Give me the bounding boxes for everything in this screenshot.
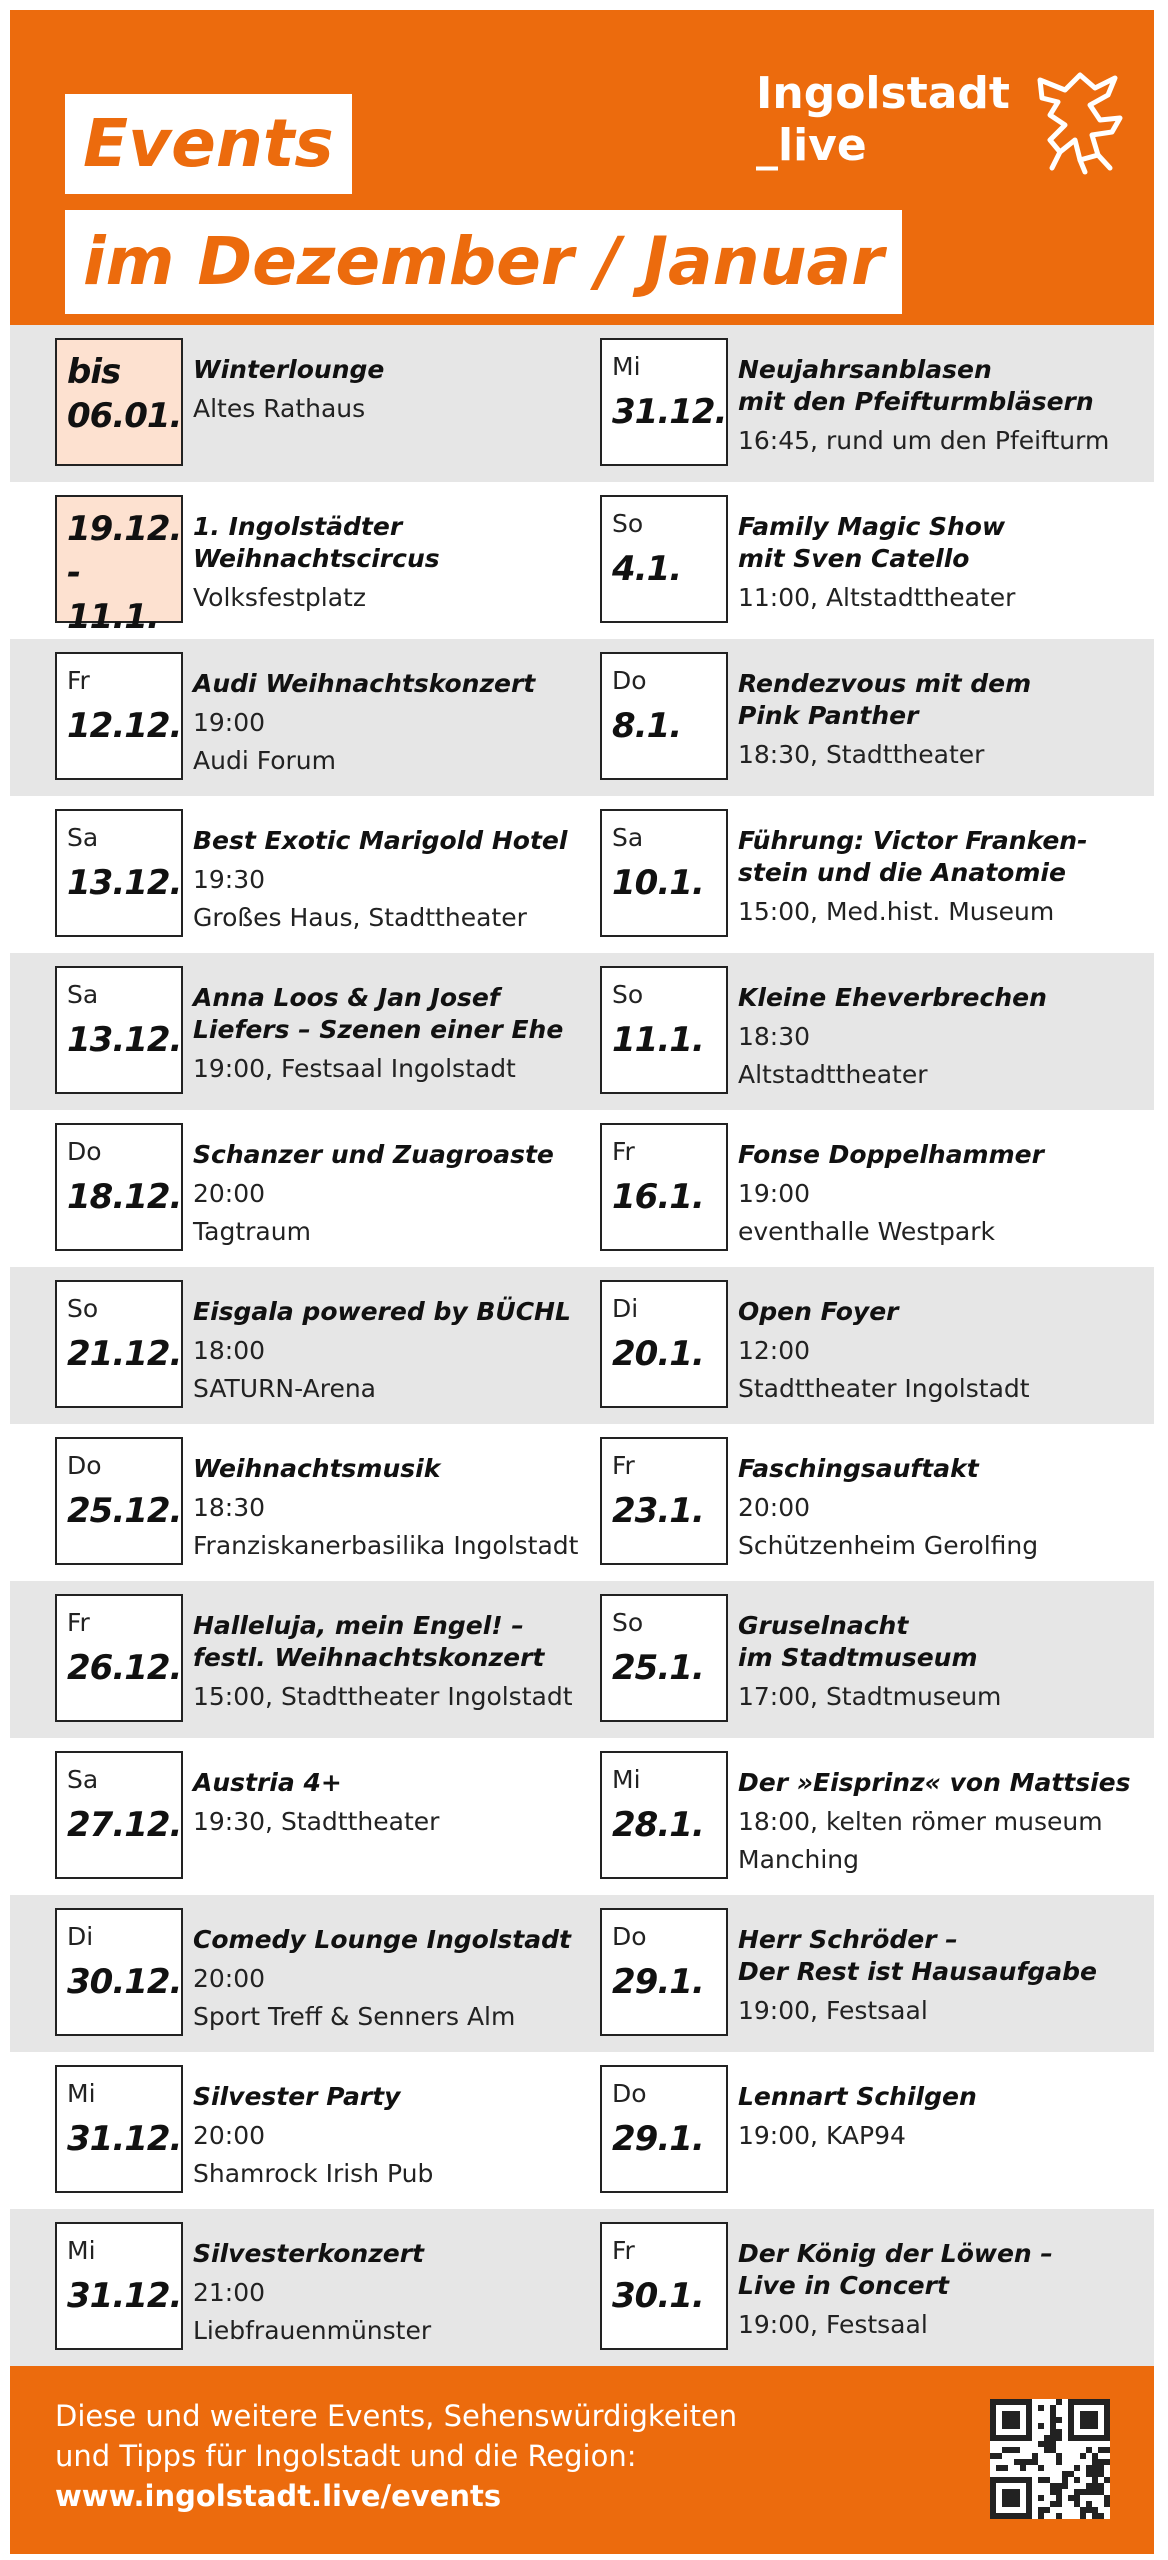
event-title: Rendezvous mit dem Pink Panther xyxy=(738,669,1032,730)
event-details: 20:00 Sport Treff & Senners Alm xyxy=(193,1964,516,2031)
qr-module xyxy=(1098,2447,1104,2453)
footer-line-2: und Tipps für Ingolstadt und die Region: xyxy=(55,2439,637,2473)
qr-module xyxy=(1080,2489,1086,2495)
event-date: 30.1. xyxy=(612,2276,704,2316)
event-date: 16.1. xyxy=(612,1177,704,1217)
event-date: 31.12. xyxy=(67,2119,182,2159)
event-date: 13.12. xyxy=(67,1020,182,1060)
event-item xyxy=(55,809,595,941)
event-weekday: So xyxy=(612,1608,644,1637)
event-title: Halleluja, mein Engel! – festl. Weihnachtskonzert xyxy=(193,1611,545,1672)
event-details: 18:30 Altstadttheater xyxy=(738,1022,928,1089)
event-title: Herr Schröder – Der Rest ist Hausaufgabe xyxy=(738,1925,1097,1986)
qr-module xyxy=(1062,2483,1068,2489)
event-weekday: Do xyxy=(612,1922,647,1951)
event-row xyxy=(10,2052,1154,2209)
event-row xyxy=(10,1738,1154,1895)
event-weekday: Do xyxy=(612,2079,647,2108)
qr-module xyxy=(1038,2513,1044,2519)
event-item xyxy=(600,809,1140,941)
event-date-range: bis 06.01. xyxy=(67,352,182,436)
event-details: 18:00 SATURN-Arena xyxy=(193,1336,376,1403)
date-box xyxy=(600,1751,728,1879)
event-details: 15:00, Stadttheater Ingolstadt xyxy=(193,1682,573,1711)
qr-module xyxy=(1068,2471,1074,2477)
qr-module xyxy=(1098,2489,1104,2495)
qr-module xyxy=(1080,2411,1098,2429)
event-title: Family Magic Show mit Sven Catello xyxy=(738,512,1006,573)
qr-module xyxy=(1086,2483,1092,2489)
event-row xyxy=(10,953,1154,1110)
brand-logo-text xyxy=(756,68,1010,172)
qr-module xyxy=(1098,2513,1104,2519)
event-date: 30.12. xyxy=(67,1962,182,2002)
qr-module xyxy=(1038,2405,1044,2411)
event-info xyxy=(193,1139,593,1251)
event-title: Comedy Lounge Ingolstadt xyxy=(193,1925,571,1954)
event-details: 18:30, Stadttheater xyxy=(738,740,985,769)
event-item xyxy=(600,338,1140,470)
qr-module xyxy=(996,2465,1002,2471)
date-box xyxy=(600,966,728,1094)
event-row xyxy=(10,1581,1154,1738)
qr-module xyxy=(1086,2501,1092,2507)
event-item xyxy=(55,495,595,637)
event-item xyxy=(55,1908,595,2040)
qr-module xyxy=(1104,2495,1110,2501)
qr-module xyxy=(1002,2465,1008,2471)
qr-module xyxy=(1092,2507,1098,2513)
qr-module xyxy=(1056,2513,1062,2519)
date-box xyxy=(600,1908,728,2036)
date-box xyxy=(55,1123,183,1251)
qr-module xyxy=(1050,2489,1056,2495)
event-weekday: Do xyxy=(612,666,647,695)
event-weekday: Sa xyxy=(612,823,644,852)
event-row xyxy=(10,325,1154,482)
event-date: 28.1. xyxy=(612,1805,704,1845)
event-date: 27.12. xyxy=(67,1805,182,1845)
event-title: Austria 4+ xyxy=(193,1768,342,1797)
event-date-range: 19.12. - 11.1. xyxy=(67,509,182,637)
qr-module xyxy=(1032,2453,1038,2459)
event-date: 11.1. xyxy=(612,1020,704,1060)
qr-module xyxy=(1038,2423,1044,2429)
event-title: Silvesterkonzert xyxy=(193,2239,425,2268)
event-item xyxy=(55,2065,595,2197)
event-info xyxy=(738,1924,1138,2030)
qr-module xyxy=(1074,2465,1080,2471)
date-box xyxy=(600,1594,728,1722)
event-details: 20:00 Schützenheim Gerolfing xyxy=(738,1493,1039,1560)
event-weekday: So xyxy=(612,509,644,538)
event-weekday: Do xyxy=(67,1137,102,1166)
event-details: 11:00, Altstadttheater xyxy=(738,583,1016,612)
event-item xyxy=(55,1280,595,1412)
date-box xyxy=(600,1123,728,1251)
qr-module xyxy=(1026,2459,1032,2465)
qr-module xyxy=(1056,2501,1062,2507)
event-weekday: Mi xyxy=(67,2236,96,2265)
date-box xyxy=(55,809,183,937)
event-row xyxy=(10,1424,1154,1581)
event-info xyxy=(738,1453,1138,1565)
panther-icon xyxy=(1020,60,1140,180)
event-item xyxy=(600,652,1140,784)
event-info xyxy=(738,354,1138,460)
date-box xyxy=(600,1280,728,1408)
qr-module xyxy=(1050,2435,1056,2441)
event-info xyxy=(738,1610,1138,1716)
event-row xyxy=(10,482,1154,639)
qr-module xyxy=(1092,2465,1098,2471)
qr-module xyxy=(1002,2447,1008,2453)
event-item xyxy=(600,1594,1140,1726)
event-item xyxy=(55,1437,595,1569)
qr-module xyxy=(1092,2477,1098,2483)
qr-module xyxy=(1044,2447,1050,2453)
event-item xyxy=(55,966,595,1098)
event-details: Volksfestplatz xyxy=(193,583,366,612)
qr-module xyxy=(1020,2465,1026,2471)
event-date: 25.12. xyxy=(67,1491,182,1531)
qr-module xyxy=(1044,2441,1050,2447)
qr-code-icon xyxy=(990,2399,1110,2519)
event-info xyxy=(738,1767,1138,1879)
date-box xyxy=(55,2065,183,2193)
qr-module xyxy=(1050,2501,1056,2507)
event-info xyxy=(193,2238,593,2350)
event-details: 18:30 Franziskanerbasilika Ingolstadt xyxy=(193,1493,579,1560)
date-box xyxy=(55,652,183,780)
event-date: 13.12. xyxy=(67,863,182,903)
event-title: Winterlounge xyxy=(193,355,385,384)
qr-module xyxy=(1032,2459,1038,2465)
qr-module xyxy=(1086,2507,1092,2513)
event-date: 29.1. xyxy=(612,1962,704,2002)
qr-module xyxy=(1050,2429,1056,2435)
event-details: 19:30 Großes Haus, Stadttheater xyxy=(193,865,527,932)
qr-module xyxy=(1044,2477,1050,2483)
qr-module xyxy=(1080,2453,1086,2459)
event-info xyxy=(738,668,1138,774)
qr-module xyxy=(1104,2477,1110,2483)
event-date: 12.12. xyxy=(67,706,182,746)
event-item xyxy=(55,1123,595,1255)
date-box xyxy=(55,338,183,466)
event-title: Audi Weihnachtskonzert xyxy=(193,669,536,698)
date-box xyxy=(600,652,728,780)
event-date: 18.12. xyxy=(67,1177,182,1217)
qr-module xyxy=(1008,2447,1014,2453)
qr-module xyxy=(1098,2459,1104,2465)
event-title: Best Exotic Marigold Hotel xyxy=(193,826,568,855)
qr-module xyxy=(1050,2405,1056,2411)
qr-module xyxy=(1074,2495,1080,2501)
event-row xyxy=(10,639,1154,796)
event-row xyxy=(10,796,1154,953)
date-box xyxy=(600,1437,728,1565)
qr-module xyxy=(1074,2501,1080,2507)
event-info xyxy=(193,511,593,617)
page-title: Events xyxy=(65,94,352,194)
event-date: 20.1. xyxy=(612,1334,704,1374)
date-box xyxy=(600,2222,728,2350)
qr-module xyxy=(1056,2429,1062,2435)
event-weekday: Fr xyxy=(612,1137,635,1166)
page-subtitle: im Dezember / Januar xyxy=(65,210,902,314)
event-weekday: Di xyxy=(67,1922,94,1951)
event-details: 16:45, rund um den Pfeifturm xyxy=(738,426,1110,455)
date-box xyxy=(55,1280,183,1408)
qr-module xyxy=(1002,2489,1020,2507)
event-weekday: Mi xyxy=(612,352,641,381)
footer-url-link[interactable]: www.ingolstadt.live/events xyxy=(55,2479,502,2513)
event-weekday: Fr xyxy=(612,2236,635,2265)
event-details: 17:00, Stadtmuseum xyxy=(738,1682,1002,1711)
event-info xyxy=(193,825,593,937)
footer-text xyxy=(55,2396,737,2516)
event-info xyxy=(193,1924,593,2036)
event-info xyxy=(738,511,1138,617)
event-date: 8.1. xyxy=(612,706,682,746)
event-date: 31.12. xyxy=(67,2276,182,2316)
qr-module xyxy=(1092,2489,1098,2495)
qr-module xyxy=(1050,2411,1056,2417)
qr-module xyxy=(1056,2399,1062,2405)
event-title: Führung: Victor Franken- stein und die Anatomie xyxy=(738,826,1088,887)
event-weekday: Sa xyxy=(67,980,99,1009)
date-box xyxy=(55,1751,183,1879)
qr-module xyxy=(1038,2507,1044,2513)
event-info xyxy=(193,1453,593,1565)
event-date: 4.1. xyxy=(612,549,682,589)
event-item xyxy=(55,1594,595,1726)
event-details: 19:30, Stadttheater xyxy=(193,1807,440,1836)
qr-module xyxy=(1050,2441,1056,2447)
event-info xyxy=(738,982,1138,1094)
event-title: Eisgala powered by BÜCHL xyxy=(193,1297,571,1326)
event-row xyxy=(10,1895,1154,2052)
event-item xyxy=(600,1437,1140,1569)
event-item xyxy=(600,2222,1140,2354)
qr-module xyxy=(990,2453,996,2459)
event-item xyxy=(600,1908,1140,2040)
event-item xyxy=(600,1751,1140,1883)
qr-module xyxy=(1020,2459,1026,2465)
date-box xyxy=(55,1594,183,1722)
qr-module xyxy=(1002,2411,1020,2429)
qr-module xyxy=(1104,2447,1110,2453)
qr-module xyxy=(1014,2459,1020,2465)
date-box xyxy=(55,1908,183,2036)
footer-banner xyxy=(10,2366,1154,2554)
qr-module xyxy=(1092,2453,1098,2459)
event-title: Kleine Eheverbrechen xyxy=(738,983,1047,1012)
event-item xyxy=(600,1123,1140,1255)
qr-module xyxy=(1056,2417,1062,2423)
event-row xyxy=(10,2209,1154,2366)
qr-module xyxy=(1080,2507,1086,2513)
event-details: 18:00, kelten römer museum Manching xyxy=(738,1807,1103,1874)
event-title: Faschingsauftakt xyxy=(738,1454,979,1483)
event-info xyxy=(193,1296,593,1408)
event-date: 31.12. xyxy=(612,392,727,432)
qr-module xyxy=(1092,2459,1098,2465)
event-details: 19:00 eventhalle Westpark xyxy=(738,1179,995,1246)
event-details: 19:00 Audi Forum xyxy=(193,708,336,775)
qr-module xyxy=(1044,2507,1050,2513)
event-item xyxy=(55,338,595,470)
event-info xyxy=(193,1767,593,1841)
event-title: Schanzer und Zuagroaste xyxy=(193,1140,554,1169)
event-item xyxy=(600,495,1140,627)
event-item xyxy=(55,1751,595,1883)
event-title: Neujahrsanblasen mit den Pfeifturmbläsern xyxy=(738,355,1094,416)
event-weekday: Sa xyxy=(67,1765,99,1794)
event-info xyxy=(193,668,593,780)
qr-module xyxy=(1098,2465,1104,2471)
event-info xyxy=(738,1139,1138,1251)
event-weekday: Mi xyxy=(612,1765,641,1794)
qr-module xyxy=(996,2453,1002,2459)
qr-module xyxy=(1086,2465,1092,2471)
qr-module xyxy=(1092,2471,1098,2477)
event-weekday: Mi xyxy=(67,2079,96,2108)
qr-module xyxy=(1086,2447,1092,2453)
event-info xyxy=(738,2238,1138,2344)
event-weekday: Fr xyxy=(67,666,90,695)
event-weekday: Fr xyxy=(67,1608,90,1637)
qr-module xyxy=(1098,2483,1104,2489)
event-info xyxy=(738,1296,1138,1408)
qr-module xyxy=(1098,2471,1104,2477)
event-weekday: So xyxy=(67,1294,99,1323)
event-info xyxy=(738,825,1138,931)
qr-module xyxy=(1038,2495,1044,2501)
qr-module xyxy=(1074,2489,1080,2495)
event-item xyxy=(55,2222,595,2354)
event-item xyxy=(600,966,1140,1098)
qr-module xyxy=(1050,2483,1056,2489)
event-details: 15:00, Med.hist. Museum xyxy=(738,897,1055,926)
event-date: 25.1. xyxy=(612,1648,704,1688)
event-date: 10.1. xyxy=(612,863,704,903)
qr-module xyxy=(1038,2465,1044,2471)
qr-module xyxy=(1056,2453,1062,2459)
brand-suffix: _live xyxy=(756,120,867,171)
qr-module xyxy=(1014,2447,1020,2453)
event-date: 21.12. xyxy=(67,1334,182,1374)
event-weekday: So xyxy=(612,980,644,1009)
event-title: Open Foyer xyxy=(738,1297,899,1326)
event-title: Der König der Löwen – Live in Concert xyxy=(738,2239,1053,2300)
qr-module xyxy=(1062,2477,1068,2483)
qr-module xyxy=(1080,2513,1086,2519)
footer-line-1: Diese und weitere Events, Sehenswürdigkeiten xyxy=(55,2399,738,2433)
qr-module xyxy=(1056,2483,1062,2489)
event-details: 20:00 Shamrock Irish Pub xyxy=(193,2121,434,2188)
qr-module xyxy=(1050,2417,1056,2423)
qr-module xyxy=(1038,2441,1044,2447)
event-title: Gruselnacht im Stadtmuseum xyxy=(738,1611,978,1672)
event-details: 20:00 Tagtraum xyxy=(193,1179,311,1246)
event-weekday: Fr xyxy=(612,1451,635,1480)
qr-module xyxy=(1038,2477,1044,2483)
qr-module xyxy=(1092,2483,1098,2489)
event-weekday: Di xyxy=(612,1294,639,1323)
event-info xyxy=(193,982,593,1088)
event-title: Der »Eisprinz« von Mattsies xyxy=(738,1768,1131,1797)
qr-module xyxy=(1056,2489,1062,2495)
event-date: 29.1. xyxy=(612,2119,704,2159)
event-title: Fonse Doppelhammer xyxy=(738,1140,1044,1169)
event-title: Weihnachtsmusik xyxy=(193,1454,441,1483)
brand-name: Ingolstadt xyxy=(756,68,1010,119)
event-details: 19:00, Festsaal Ingolstadt xyxy=(193,1054,516,1083)
date-box xyxy=(55,1437,183,1565)
date-box xyxy=(600,809,728,937)
qr-module xyxy=(1056,2459,1062,2465)
event-info xyxy=(193,2081,593,2193)
event-details: 12:00 Stadttheater Ingolstadt xyxy=(738,1336,1030,1403)
qr-module xyxy=(1104,2501,1110,2507)
event-item xyxy=(600,2065,1140,2197)
event-row xyxy=(10,1267,1154,1424)
event-info xyxy=(738,2081,1138,2155)
event-date: 23.1. xyxy=(612,1491,704,1531)
date-box xyxy=(600,2065,728,2193)
qr-module xyxy=(1056,2495,1062,2501)
event-item xyxy=(55,652,595,784)
date-box xyxy=(600,338,728,466)
date-box xyxy=(55,2222,183,2350)
event-details: 19:00, Festsaal xyxy=(738,2310,928,2339)
event-weekday: Sa xyxy=(67,823,99,852)
header-banner xyxy=(10,10,1154,325)
qr-module xyxy=(1074,2477,1080,2483)
event-item xyxy=(600,1280,1140,1412)
qr-module xyxy=(1062,2471,1068,2477)
qr-module xyxy=(1086,2489,1092,2495)
qr-module xyxy=(1092,2513,1098,2519)
date-box xyxy=(600,495,728,623)
event-info xyxy=(193,354,593,428)
qr-module xyxy=(1044,2435,1050,2441)
qr-module xyxy=(1068,2495,1074,2501)
event-weekday: Do xyxy=(67,1451,102,1480)
event-title: 1. Ingolstädter Weihnachtscircus xyxy=(193,512,440,573)
event-date: 26.12. xyxy=(67,1648,182,1688)
event-title: Anna Loos & Jan Josef Liefers – Szenen einer Ehe xyxy=(193,983,564,1044)
event-details: 19:00, KAP94 xyxy=(738,2121,906,2150)
event-title: Lennart Schilgen xyxy=(738,2082,977,2111)
qr-module xyxy=(1104,2459,1110,2465)
date-box xyxy=(55,966,183,1094)
event-row xyxy=(10,1110,1154,1267)
event-title: Silvester Party xyxy=(193,2082,401,2111)
qr-module xyxy=(1056,2435,1062,2441)
date-box xyxy=(55,495,183,637)
event-details: 19:00, Festsaal xyxy=(738,1996,928,2025)
qr-module xyxy=(1086,2471,1092,2477)
qr-module xyxy=(1050,2447,1056,2453)
qr-module xyxy=(1050,2423,1056,2429)
event-info xyxy=(193,1610,593,1716)
event-details: 21:00 Liebfrauenmünster xyxy=(193,2278,432,2345)
event-details: Altes Rathaus xyxy=(193,394,366,423)
